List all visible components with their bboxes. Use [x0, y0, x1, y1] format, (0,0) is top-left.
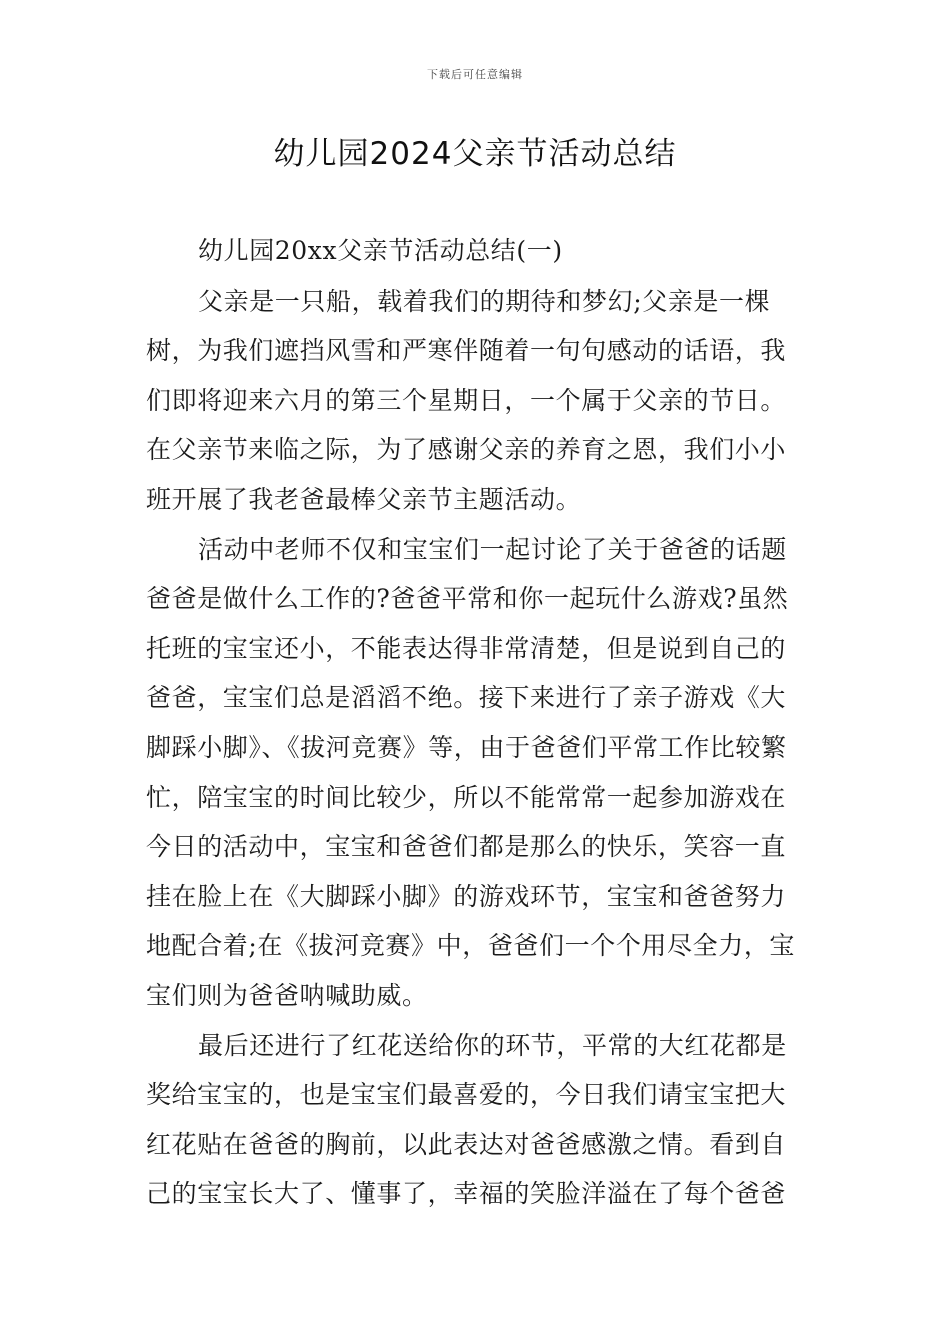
header-note: 下载后可任意编辑 — [427, 68, 523, 81]
paragraph-3: 最后还进行了红花送给你的环节，平常的大红花都是奖给宝宝的，也是宝宝们最喜爱的，今日我们请宝宝把大红花贴在爸爸的胸前，以此表达对爸爸感激之情。看到自己的宝宝长大了、懂事了，幸福的笑脸洋溢在了每个爸爸 — [146, 1030, 787, 1209]
document-title: 幼儿园2024父亲节活动总结 — [273, 136, 677, 172]
document-body — [146, 226, 808, 1219]
paragraph-1: 父亲是一只船，载着我们的期待和梦幻;父亲是一棵树，为我们遮挡风雪和严寒伴随着一句句感动的话语，我们即将迎来六月的第三个星期日，一个属于父亲的节日。在父亲节来临之际，为了感谢父亲的养育之恩，我们小小班开展了我老爸最棒父亲节主题活动。 — [146, 286, 787, 514]
document-subtitle: 幼儿园20xx父亲节活动总结(一) — [198, 236, 563, 265]
paragraph-2: 活动中老师不仅和宝宝们一起讨论了关于爸爸的话题爸爸是做什么工作的?爸爸平常和你一起玩什么游戏?虽然托班的宝宝还小，不能表达得非常清楚，但是说到自己的爸爸，宝宝们总是滔滔不绝。接下来进行了亲子游戏《大脚踩小脚》、《拔河竞赛》等，由于爸爸们平常工作比较繁忙，陪宝宝的时间比较少，所以不能常常一起参加游戏在今日的活动中，宝宝和爸爸们都是那么的快乐，笑容一直挂在脸上在《大脚踩小脚》的游戏环节，宝宝和爸爸努力地配合着;在《拔河竞赛》中，爸爸们一个个用尽全力，宝宝们则为爸爸呐喊助威。 — [146, 534, 796, 1010]
